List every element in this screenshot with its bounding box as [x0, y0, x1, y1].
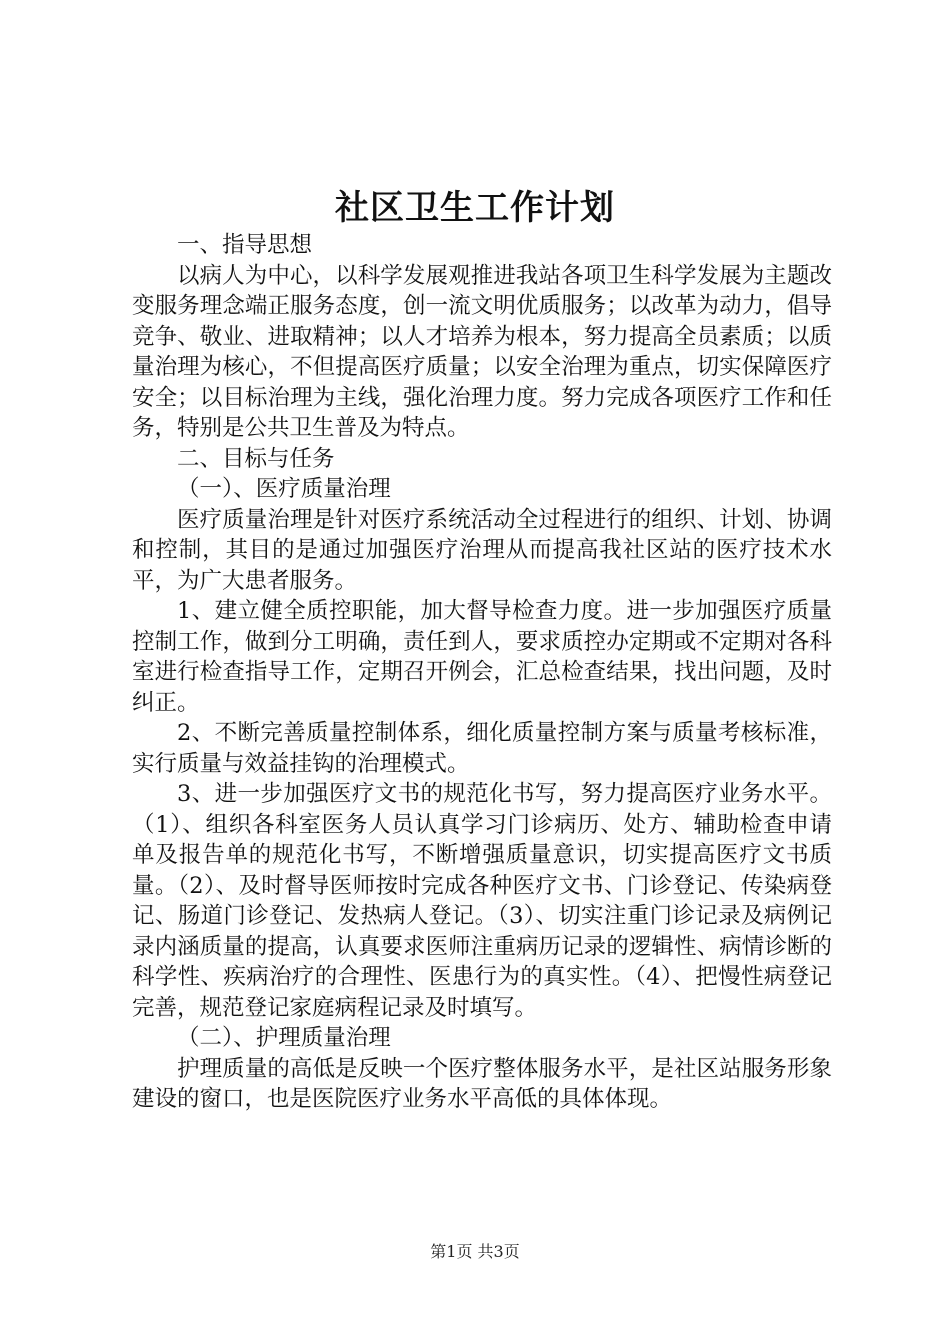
page-footer: 第1页 共3页	[430, 1242, 520, 1261]
paragraph-item-3: 3、进一步加强医疗文书的规范化书写，努力提高医疗业务水平。（1）、组织各科室医务人员认真学习门诊病历、处方、辅助检查申请单及报告单的规范化书写，不断增强质量意识，切实提高医疗文书质量。（2）、及时督导医师按时完成各种医疗文书、门诊登记、传染病登记、肠道门诊登记、发热病人登记。（3）、切实注重门诊记录及病例记录内涵质量的提高，认真要求医师注重病历记录的逻辑性、病情诊断的科学性、疾病治疗的合理性、医患行为的真实性。（4）、把慢性病登记完善，规范登记家庭病程记录及时填写。	[132, 781, 832, 1021]
paragraph-medical-quality-intro: 医疗质量治理是针对医疗系统活动全过程进行的组织、计划、协调和控制，其目的是通过加强医疗治理从而提高我社区站的医疗技术水平，为广大患者服务。	[132, 506, 832, 594]
paragraph-item-1: 1、建立健全质控职能，加大督导检查力度。进一步加强医疗质量控制工作，做到分工明确，责任到人，要求质控办定期或不定期对各科室进行检查指导工作，定期召开例会，汇总检查结果，找出问题，及时纠正。	[132, 598, 832, 716]
paragraph-guiding-ideology: 以病人为中心，以科学发展观推进我站各项卫生科学发展为主题改变服务理念端正服务态度，创一流文明优质服务；以改革为动力，倡导竞争、敬业、进取精神；以人才培养为根本，努力提高全员素质；以质量治理为核心，不但提高医疗质量；以安全治理为重点，切实保障医疗安全；以目标治理为主线，强化治理力度。努力完成各项医疗工作和任务，特别是公共卫生普及为特点。	[132, 262, 832, 441]
subheading-medical-quality: （一）、医疗质量治理	[177, 476, 391, 502]
paragraph-item-2: 2、不断完善质量控制体系，细化质量控制方案与质量考核标准，实行质量与效益挂钩的治理模式。	[132, 720, 832, 777]
document-title: 社区卫生工作计划	[335, 188, 615, 228]
section-heading-guiding-ideology: 一、指导思想	[177, 232, 313, 258]
paragraph-nursing-quality: 护理质量的高低是反映一个医疗整体服务水平，是社区站服务形象建设的窗口，也是医院医疗业务水平高低的具体体现。	[132, 1055, 832, 1112]
section-heading-goals-tasks: 二、目标与任务	[177, 445, 335, 472]
document-body	[132, 230, 832, 1115]
subheading-nursing-quality: （二）、护理质量治理	[177, 1025, 391, 1051]
